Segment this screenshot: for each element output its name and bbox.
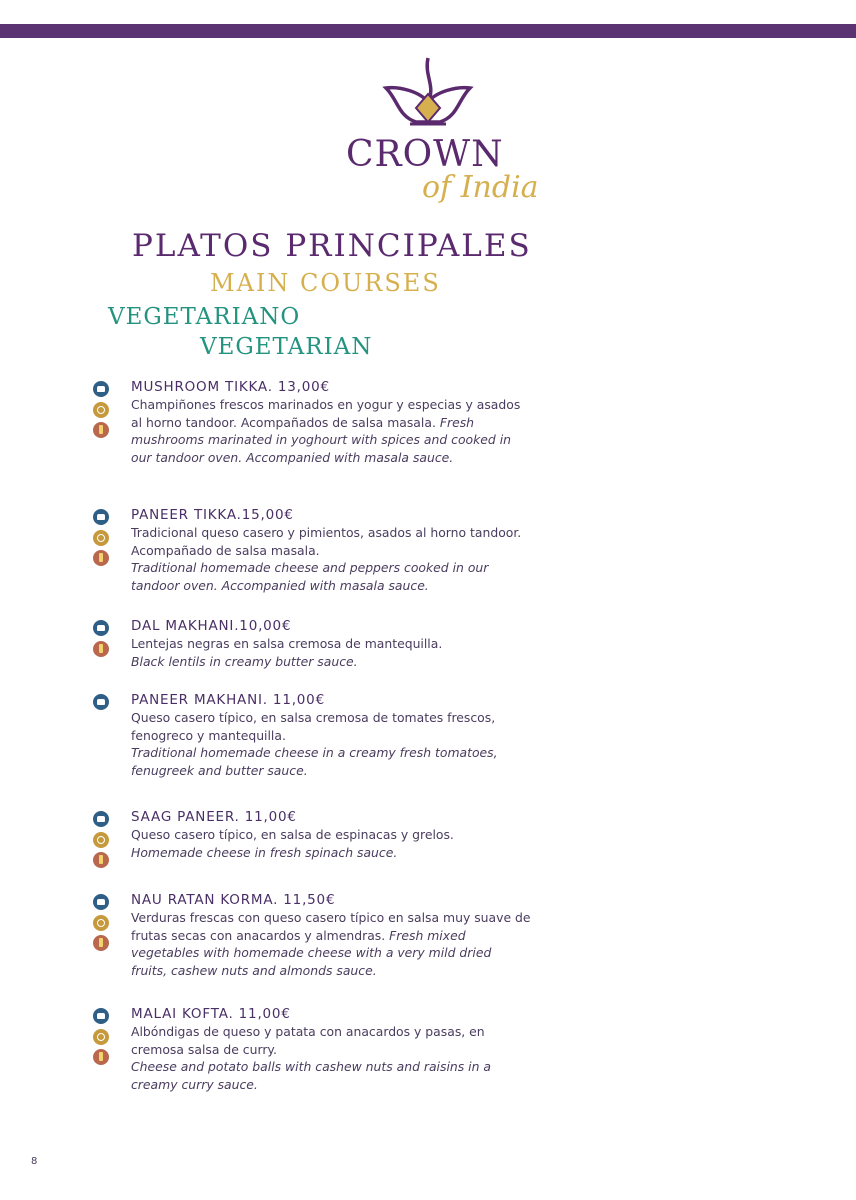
allergen-icons: [93, 1008, 111, 1070]
dairy-icon: [93, 550, 109, 566]
item-desc-es: Champiñones frescos marinados en yogur y especias y asados al horno tandoor. Acompañados de salsa masala.: [131, 397, 521, 430]
menu-item: [131, 808, 531, 861]
item-desc-en: Black lentils in creamy butter sauce.: [131, 653, 358, 669]
item-desc-en: Fresh mixed vegetables with homemade cheese with a very mild dried fruits, cashew nuts and almonds sauce.: [131, 927, 492, 978]
vegetarian-icon: [93, 694, 109, 710]
item-desc-es: Verduras frescas con queso casero típico en salsa muy suave de frutas secas con anacardos y almendras.: [131, 910, 531, 943]
allergen-icons: [93, 694, 111, 715]
dairy-icon: [93, 641, 109, 657]
item-desc-en: Traditional homemade cheese in a creamy fresh tomatoes, fenugreek and butter sauce.: [131, 745, 498, 778]
nuts-icon: [93, 402, 109, 418]
item-name: PANEER TIKKA.15,00€: [131, 507, 294, 523]
dairy-icon: [93, 935, 109, 951]
vegetarian-icon: [93, 381, 109, 397]
vegetarian-icon: [93, 811, 109, 827]
crown-icon: [340, 52, 550, 142]
dairy-icon: [93, 1049, 109, 1065]
item-description: [131, 909, 531, 979]
item-desc-en: Fresh mushrooms marinated in yoghourt with spices and cooked in our tandoor oven. Accompanied with masala sauce.: [131, 414, 512, 465]
crown-of-india-logo: [340, 52, 550, 212]
dairy-icon: [93, 852, 109, 868]
item-desc-en: Homemade cheese in fresh spinach sauce.: [131, 844, 398, 860]
nuts-icon: [93, 1029, 109, 1045]
item-desc-es: Queso casero típico, en salsa de espinacas y grelos.: [131, 827, 454, 842]
menu-item: [131, 506, 531, 594]
menu-item: [131, 378, 531, 466]
vegetarian-icon: [93, 894, 109, 910]
item-desc-en: Traditional homemade cheese and peppers cooked in our tandoor oven. Accompanied with masala sauce.: [131, 560, 489, 593]
item-name: DAL MAKHANI.10,00€: [131, 618, 292, 634]
vegetarian-icon: [93, 1008, 109, 1024]
heading-main-courses: MAIN COURSES: [210, 269, 441, 297]
nuts-icon: [93, 530, 109, 546]
item-name: SAAG PANEER. 11,00€: [131, 809, 297, 825]
page-number: 8: [31, 1156, 38, 1167]
vegetarian-icon: [93, 509, 109, 525]
logo-crown-text: CROWN: [346, 134, 504, 175]
item-name: MUSHROOM TIKKA. 13,00€: [131, 379, 330, 395]
logo-india-text: of India: [422, 170, 539, 205]
item-name: PANEER MAKHANI. 11,00€: [131, 692, 325, 708]
item-desc-es: Tradicional queso casero y pimientos, asados al horno tandoor. Acompañado de salsa masala.: [131, 525, 522, 558]
allergen-icons: [93, 894, 111, 956]
menu-item: [131, 691, 531, 779]
allergen-icons: [93, 381, 111, 443]
vegetarian-icon: [93, 620, 109, 636]
menu-item: [131, 891, 531, 979]
heading-vegetarian: VEGETARIAN: [200, 334, 373, 360]
item-name: NAU RATAN KORMA. 11,50€: [131, 892, 336, 908]
item-name: MALAI KOFTA. 11,00€: [131, 1006, 291, 1022]
menu-item: [131, 1005, 531, 1093]
item-desc-es: Queso casero típico, en salsa cremosa de tomates frescos, fenogreco y mantequilla.: [131, 710, 496, 743]
heading-platos-principales: PLATOS PRINCIPALES: [132, 228, 532, 264]
item-description: [131, 396, 531, 466]
heading-vegetariano: VEGETARIANO: [108, 304, 301, 330]
item-desc-en: Cheese and potato balls with cashew nuts and raisins in a creamy curry sauce.: [131, 1059, 491, 1092]
dairy-icon: [93, 422, 109, 438]
nuts-icon: [93, 832, 109, 848]
allergen-icons: [93, 620, 111, 661]
menu-item: [131, 617, 531, 670]
allergen-icons: [93, 509, 111, 571]
top-bar: [0, 24, 856, 38]
allergen-icons: [93, 811, 111, 873]
item-desc-es: Albóndigas de queso y patata con anacardos y pasas, en cremosa salsa de curry.: [131, 1024, 485, 1057]
item-desc-es: Lentejas negras en salsa cremosa de mantequilla.: [131, 636, 443, 651]
nuts-icon: [93, 915, 109, 931]
